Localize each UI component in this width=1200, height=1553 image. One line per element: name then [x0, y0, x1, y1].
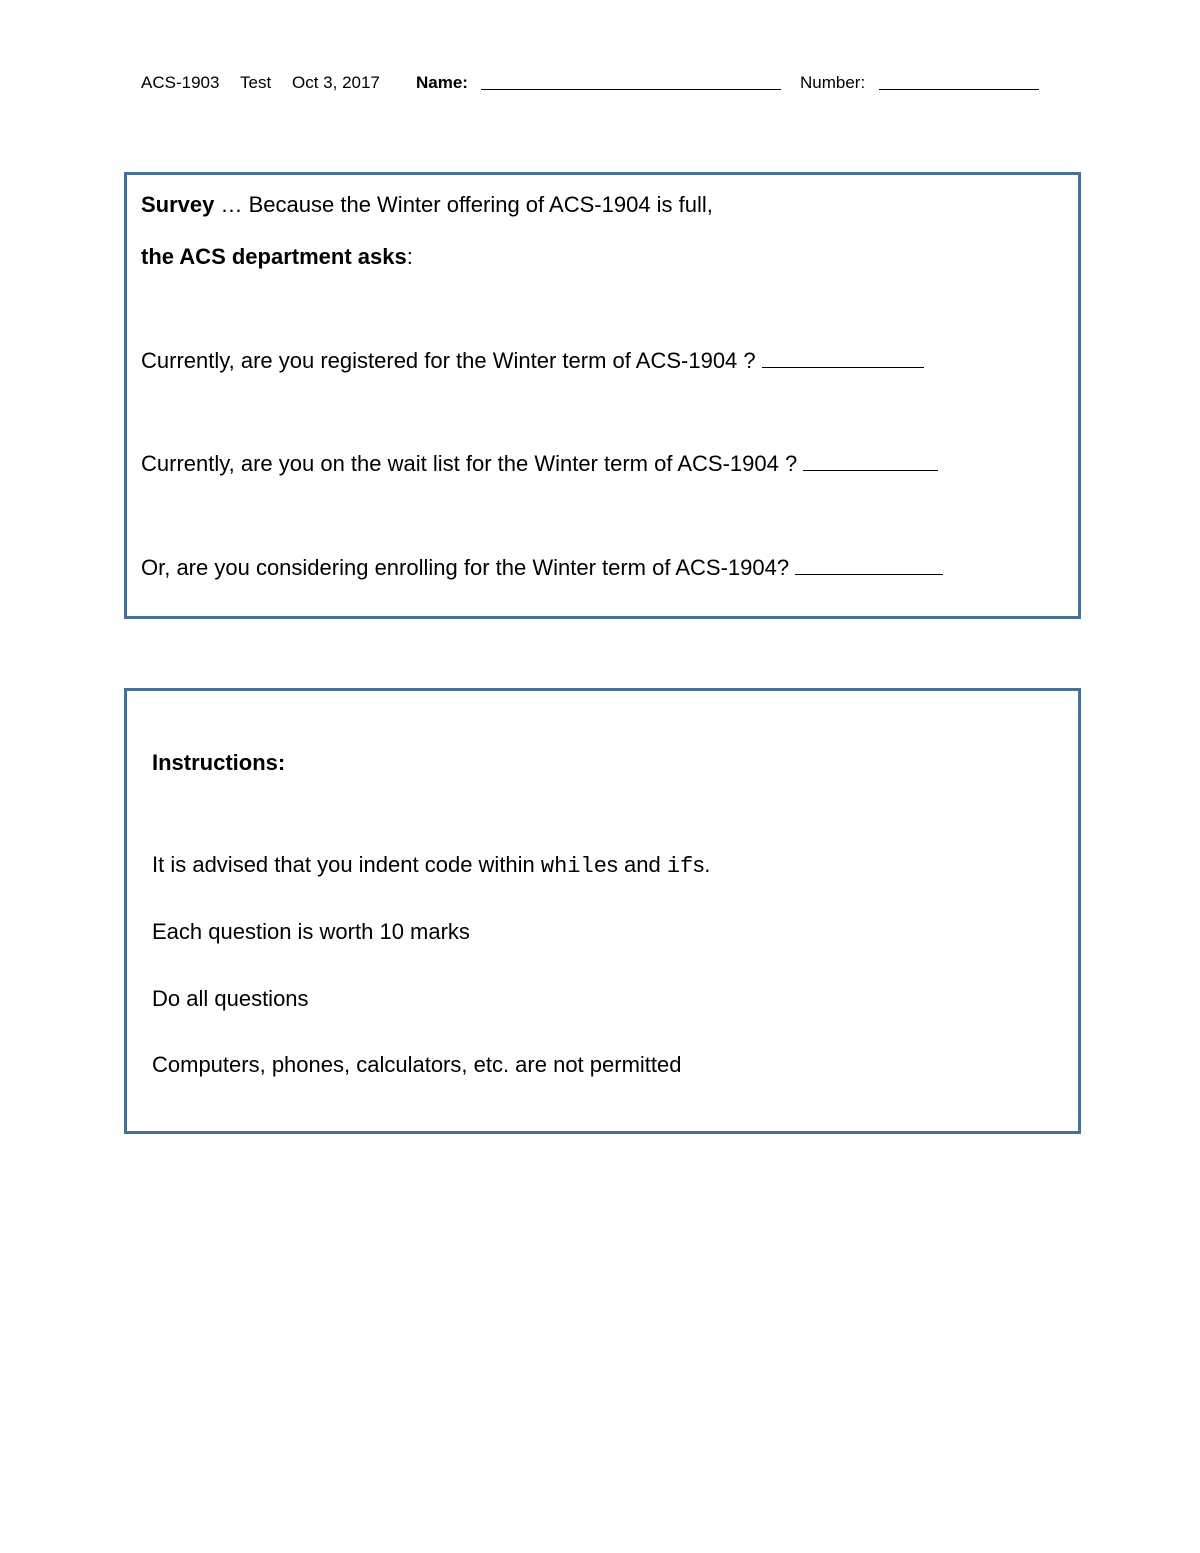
number-field[interactable] [879, 70, 1039, 98]
code-while: while [540, 854, 607, 879]
test-date: Oct 3, 2017 [292, 73, 380, 92]
instruction-indent: It is advised that you indent code within whiles and ifs. [152, 852, 711, 879]
survey-question-considering: Or, are you considering enrolling for the Winter term of ACS-1904? [141, 552, 943, 583]
instruction-marks: Each question is worth 10 marks [152, 919, 470, 944]
name-label: Name: [416, 73, 468, 92]
survey-title: Survey [141, 192, 215, 217]
instructions-box [124, 688, 1081, 1134]
survey-question-waitlist: Currently, are you on the wait list for the Winter term of ACS-1904 ? [141, 448, 938, 479]
instruction-all-questions: Do all questions [152, 986, 309, 1011]
test-label: Test [240, 73, 272, 92]
survey-box [124, 172, 1081, 619]
answer-field-considering[interactable] [795, 552, 943, 575]
instruction-devices: Computers, phones, calculators, etc. are not permitted [152, 1052, 682, 1077]
page-header [141, 70, 1061, 96]
course-code: ACS-1903 [141, 73, 220, 92]
survey-asks: the ACS department asks: [141, 244, 413, 269]
number-label: Number: [800, 73, 866, 92]
instructions-title: Instructions: [152, 750, 286, 775]
code-if: if [666, 854, 694, 879]
survey-asks-text: the ACS department asks [141, 244, 407, 269]
survey-intro [141, 190, 713, 220]
survey-intro-text: … Because the Winter offering of ACS-1904 is full, [214, 192, 713, 217]
survey-question-registered: Currently, are you registered for the Winter term of ACS-1904 ? [141, 345, 924, 376]
answer-field-waitlist[interactable] [803, 448, 938, 471]
name-field[interactable] [481, 70, 781, 98]
answer-field-registered[interactable] [762, 345, 924, 368]
